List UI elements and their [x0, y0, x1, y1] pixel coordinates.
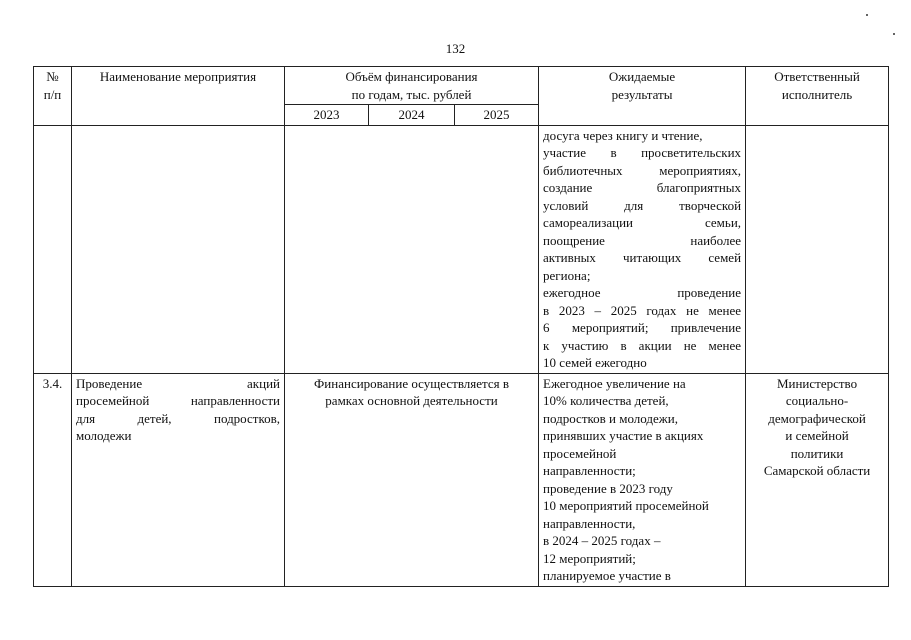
row-name: [72, 125, 285, 373]
scan-speck: [866, 14, 868, 16]
header-year-2023: 2023: [285, 105, 369, 126]
header-responsible: Ответственный исполнитель: [746, 67, 889, 126]
row-funding: Финансирование осуществляется в рамках основной деятельности: [285, 373, 539, 586]
header-year-2024: 2024: [369, 105, 455, 126]
table-row: [34, 125, 889, 373]
row-funding: [285, 125, 539, 373]
scan-speck: [893, 33, 895, 35]
header-funding: Объём финансирования по годам, тыс. рублей: [285, 67, 539, 105]
row-results: Ежегодное увеличение на 10% количества детей, подростков и молодежи, принявших участие в акциях просемейной направленности; проведение в 2023 году 10 мероприятий просемейной направленности, в 2024 – 2025 годах – 12 мероприятий; планируемое участие в: [539, 373, 746, 586]
header-results: Ожидаемые результаты: [539, 67, 746, 126]
row-num: [34, 125, 72, 373]
table-header: [34, 67, 889, 126]
row-responsible: Министерство социально- демографической и семейной политики Самарской области: [746, 373, 889, 586]
row-responsible: [746, 125, 889, 373]
header-name: Наименование мероприятия: [72, 67, 285, 126]
table-row: [34, 373, 889, 586]
row-name: Проведение акций просемейной направленности для детей, подростков, молодежи: [72, 373, 285, 586]
row-num: 3.4.: [34, 373, 72, 586]
row-results: досуга через книгу и чтение, участие в просветительских библиотечных мероприятиях, создание благоприятных условий для творческой самореализации семьи, поощрение наиболее активных читающих семей региона; ежегодное проведение в 2023 – 2025 годах не менее 6 мероприятий; привлечение к участию в акции не менее 10 семей ежегодно: [539, 125, 746, 373]
page-number: 132: [445, 41, 466, 56]
header-year-2025: 2025: [455, 105, 539, 126]
header-num: № п/п: [34, 67, 72, 126]
measures-table: [33, 66, 889, 587]
